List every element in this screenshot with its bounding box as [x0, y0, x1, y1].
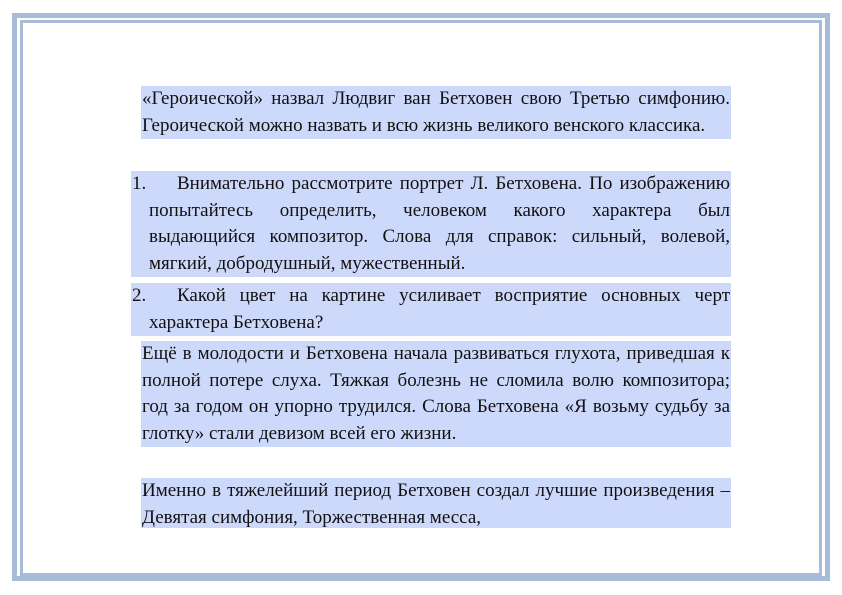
deafness-paragraph-text: Ещё в молодости и Бетховена начала развиваться глухота, приведшая к полной потере слуха. Тяжкая болезнь не сломила волю композитора; год за годом он упорно трудился. Слова Бетховена «Я возьму судьбу за глотку» стали девизом всей его жизни.: [142, 343, 730, 444]
question-number-1: 1.: [132, 173, 147, 194]
question-item-2: [131, 283, 731, 336]
question-item-1: [131, 171, 731, 277]
works-paragraph-text: Именно в тяжелейший период Бетховен создал лучшие произведения – Девятая симфония, Торжественная месса,: [142, 480, 730, 528]
question-text-2: Какой цвет на картине усиливает восприятие основных черт характера Бетховена?: [149, 285, 730, 333]
intro-paragraph-text: «Героической» назвал Людвиг ван Бетховен свою Третью симфонию. Героической можно назвать и всю жизнь великого венского классика.: [142, 88, 730, 136]
question-number-2: 2.: [132, 285, 147, 306]
works-paragraph-clip: [141, 478, 731, 528]
intro-paragraph: [141, 86, 731, 139]
question-text-1: Внимательно рассмотрите портрет Л. Бетховена. По изображению попытайтесь определить, человеком какого характера был выдающийся композитор. Слова для справок: сильный, волевой, мягкий, добродушный, мужественный.: [149, 173, 730, 274]
works-paragraph: [141, 478, 731, 528]
deafness-paragraph: [141, 341, 731, 447]
